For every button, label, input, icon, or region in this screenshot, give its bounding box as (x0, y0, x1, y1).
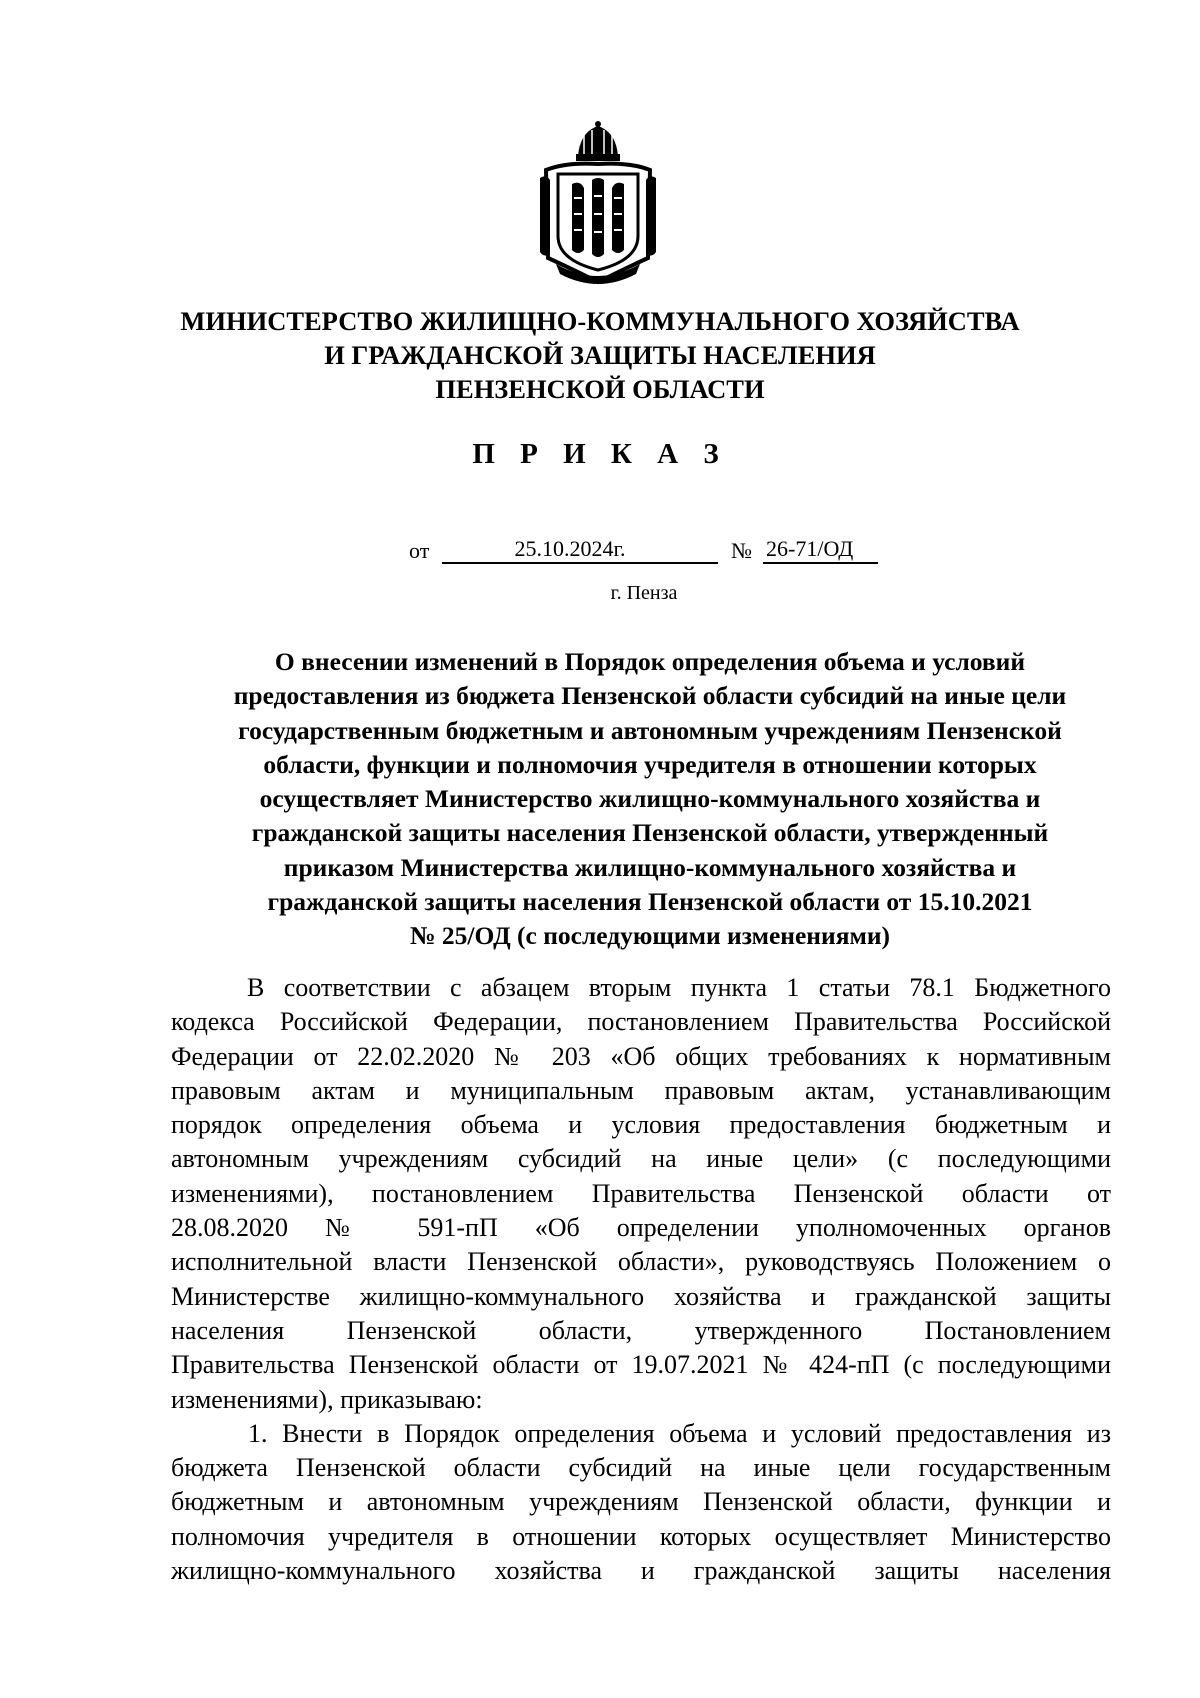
date-prefix: от (409, 538, 430, 563)
body-line: кодекса Российской Федерации, постановлением Правительства Российской (171, 1007, 1111, 1037)
body-line: бюджетным и автономным учреждениям Пензенской области, функции и (171, 1487, 1111, 1517)
body-line: исполнительной власти Пензенской области», руководствуясь Положением о (171, 1247, 1111, 1277)
body-line: 1. Внести в Порядок определения объема и условий предоставления из (248, 1418, 1111, 1448)
body-line: автономным учреждениям субсидий на иные цели» (с последующими (171, 1144, 1111, 1174)
body-line: Министерстве жилищно-коммунального хозяйства и гражданской защиты (171, 1281, 1111, 1311)
number-sign: № (731, 538, 752, 563)
ministry-name-line: ПЕНЗЕНСКОЙ ОБЛАСТИ (435, 374, 765, 404)
preamble-paragraph (171, 971, 1111, 1417)
body-line: порядок определения объема и условия предоставления бюджетным и (171, 1110, 1111, 1140)
ministry-name-line: И ГРАЖДАНСКОЙ ЗАЩИТЫ НАСЕЛЕНИЯ (324, 340, 876, 370)
body-line: полномочия учредителя в отношении которых осуществляет Министерство (171, 1521, 1111, 1551)
body-line: бюджета Пензенской области субсидий на иные цели государственным (171, 1453, 1111, 1483)
subject-line: области, функции и полномочия учредителя в отношении которых (263, 749, 1037, 779)
subject-line: гражданской защиты населения Пензенской области, утвержденный (251, 818, 1049, 848)
city-name: г. Пенза (610, 582, 678, 604)
subject-line: № 25/ОД (с последующими изменениями) (409, 921, 891, 951)
order-subject-title (180, 645, 1120, 954)
body-line: населения Пензенской области, утвержденного Постановлением (171, 1315, 1111, 1345)
document-type-title: П Р И К А З (472, 438, 728, 470)
order-date-number-row (0, 536, 1200, 568)
body-line: Федерации от 22.02.2020 № 203 «Об общих требованиях к нормативным (171, 1041, 1111, 1071)
ministry-header (0, 304, 1200, 406)
body-line: жилищно-коммунального хозяйства и гражданской защиты населения (171, 1556, 1111, 1586)
order-number: 26-71/ОД (763, 536, 878, 564)
ministry-name-line: МИНИСТЕРСТВО ЖИЛИЩНО-КОММУНАЛЬНОГО ХОЗЯЙСТВА (180, 306, 1020, 336)
body-line: изменениями), постановлением Правительства Пензенской области от (171, 1178, 1111, 1208)
item-1-paragraph (171, 1417, 1111, 1588)
subject-line: предоставления из бюджета Пензенской области субсидий на иные цели (233, 681, 1067, 711)
subject-line: О внесении изменений в Порядок определения объема и условий (274, 647, 1026, 676)
order-date: 25.10.2024г. (442, 536, 718, 564)
coat-of-arms-emblem (536, 118, 660, 286)
subject-line: осуществляет Министерство жилищно-коммунального хозяйства и (259, 784, 1041, 814)
subject-line: гражданской защиты населения Пензенской области от 15.10.2021 (267, 887, 1033, 917)
body-line: изменениями), приказываю: (171, 1384, 483, 1414)
body-line: правовым актам и муниципальным правовым актам, устанавливающим (171, 1075, 1111, 1105)
subject-line: государственным бюджетным и автономным учреждениям Пензенской (238, 715, 1062, 745)
body-line: В соответствии с абзацем вторым пункта 1 статьи 78.1 Бюджетного (247, 973, 1111, 1002)
body-line: 28.08.2020 № 591-пП «Об определении уполномоченных органов (171, 1213, 1111, 1243)
coat-of-arms-icon (536, 118, 660, 286)
subject-line: приказом Министерства жилищно-коммунального хозяйства и (283, 852, 1017, 882)
order-body (171, 971, 1111, 1588)
body-line: Правительства Пензенской области от 19.07.2021 № 424-пП (с последующими (171, 1350, 1111, 1380)
